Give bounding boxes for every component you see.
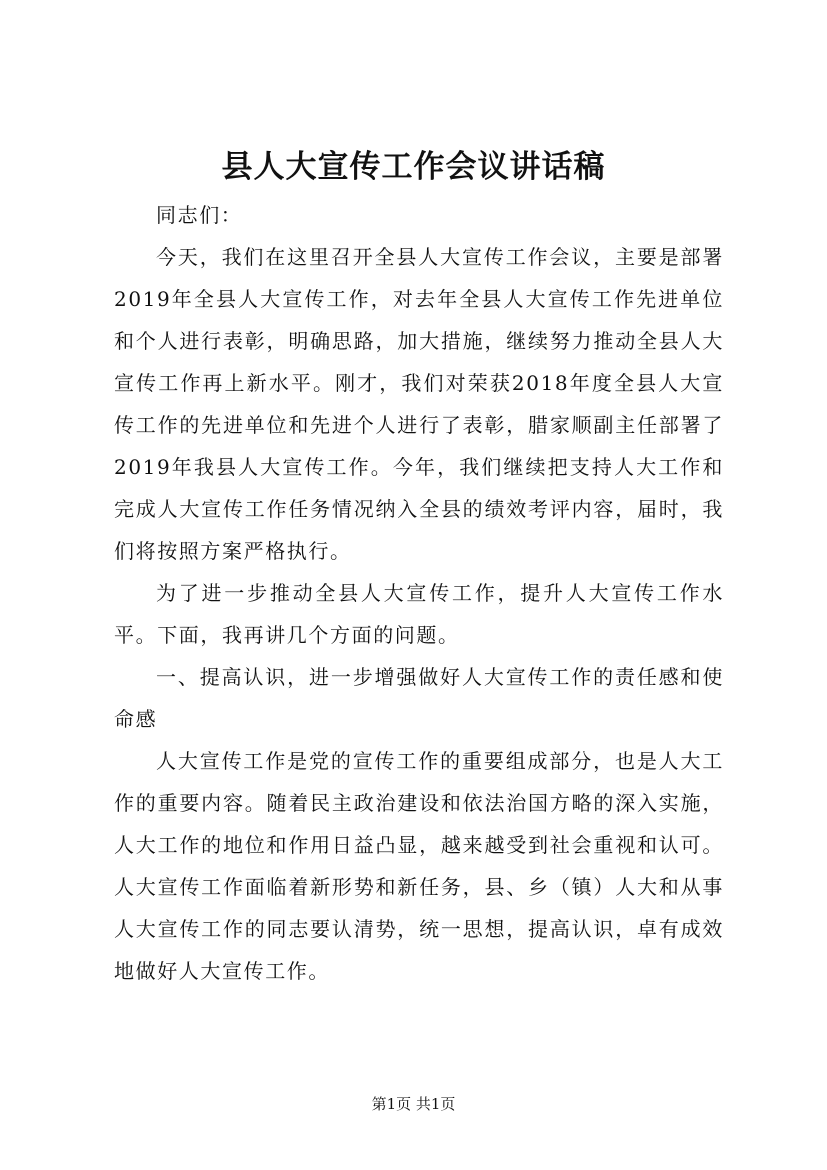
salutation-paragraph: 同志们： (156, 203, 243, 227)
body-paragraph: 为了进一步推动全县人大宣传工作，提升人大宣传工作水平。下面，我再讲几个方面的问题。 (114, 581, 724, 647)
document-title: 县人大宣传工作会议讲话稿 (221, 149, 606, 185)
body-paragraph: 今天，我们在这里召开全县人大宣传工作会议，主要是部署2019年全县人大宣传工作，对去年全县人大宣传工作先进单位和个人进行表彰，明确思路，加大措施，继续努力推动全县人大宣传工作再上新水平。刚才，我们对荣获2018年度全县人大宣传工作的先进单位和先进个人进行了表彰，腊家顺副主任部署了2019年我县人大宣传工作。今年，我们继续把支持人大工作和完成人大宣传工作任务情况纳入全县的绩效考评内容，届时，我们将按照方案严格执行。 (114, 245, 724, 563)
section-heading: 一、提高认识，进一步增强做好人大宣传工作的责任感和使命感 (114, 665, 724, 731)
page-number-footer: 第1页 共1页 (371, 1095, 456, 1113)
document-body (114, 194, 724, 992)
body-paragraph: 人大宣传工作是党的宣传工作的重要组成部分，也是人大工作的重要内容。随着民主政治建设和依法治国方略的深入实施，人大工作的地位和作用日益凸显，越来越受到社会重视和认可。人大宣传工作面临着新形势和新任务，县、乡（镇）人大和从事人大宣传工作的同志要认清势，统一思想，提高认识，卓有成效地做好人大宣传工作。 (114, 749, 724, 983)
